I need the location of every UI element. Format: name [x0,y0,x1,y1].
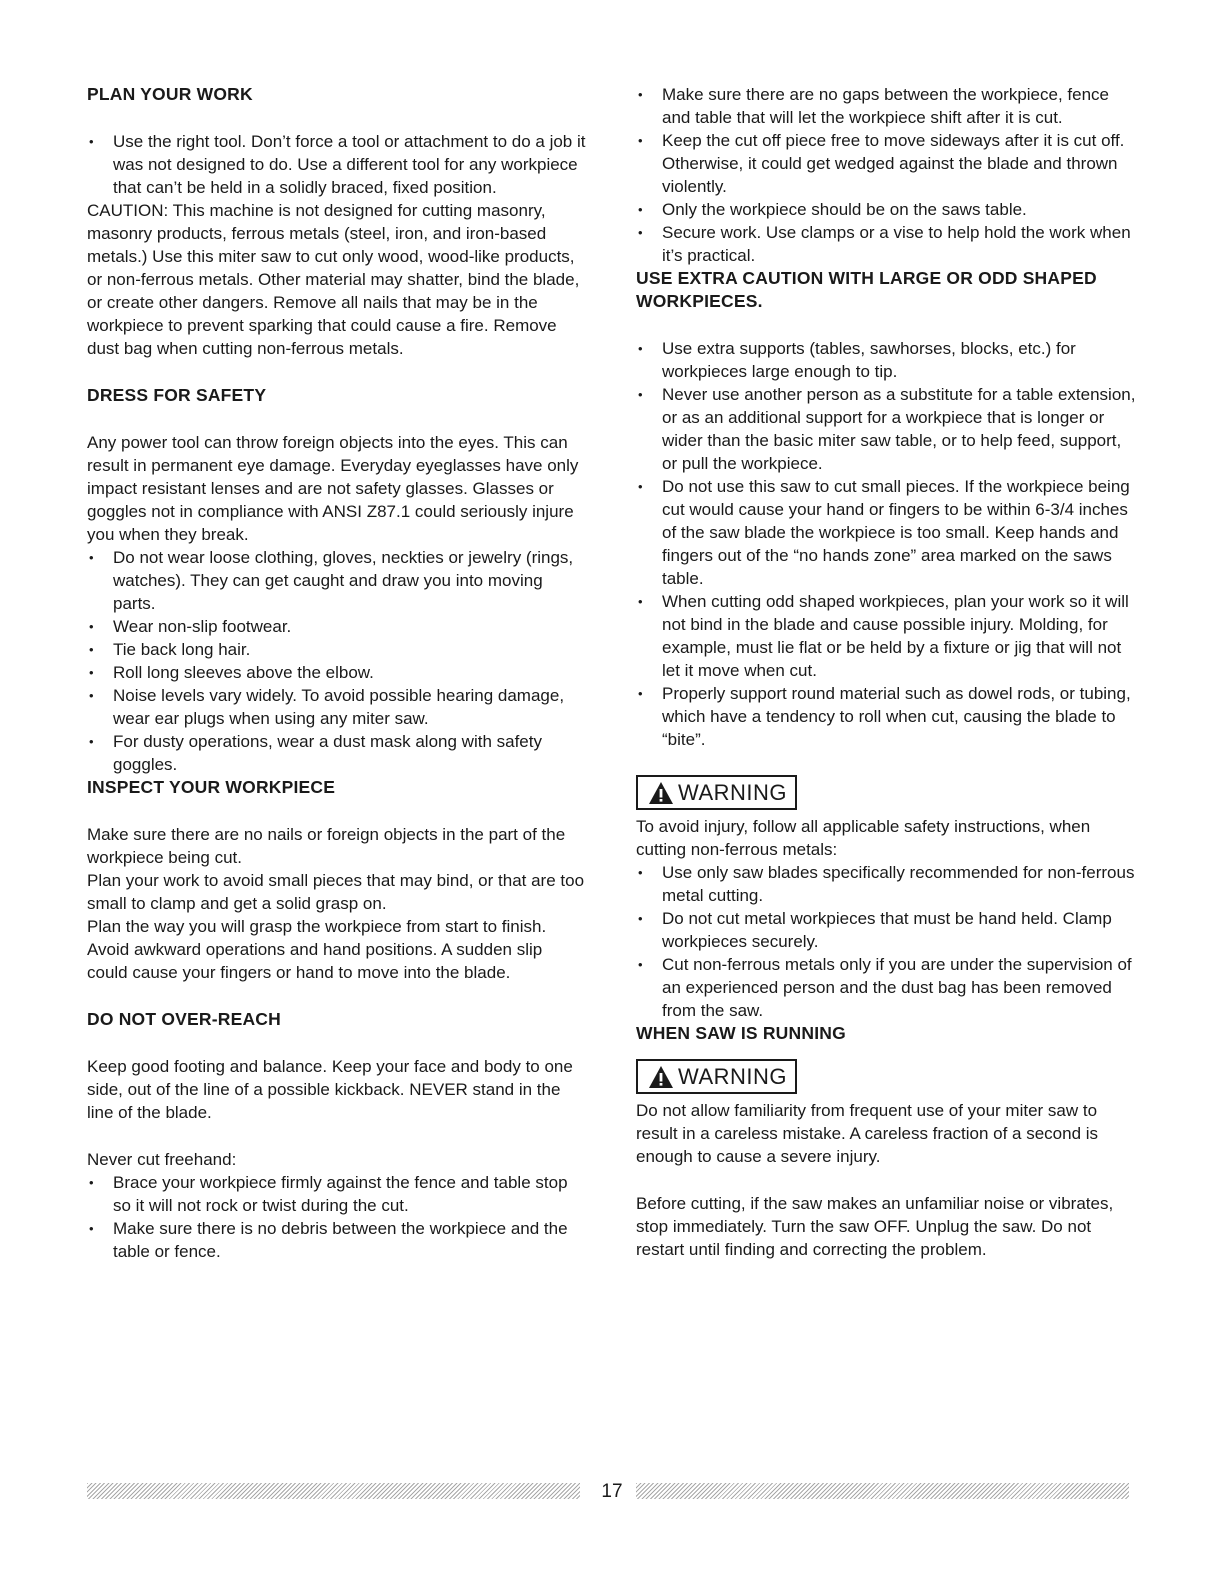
warning-label-1 [636,775,797,810]
list-item: • Do not wear loose clothing, gloves, neckties or jewelry (rings, watches). They can get caught and draw you into moving parts. [87,546,587,615]
list-item: • Do not use this saw to cut small pieces. If the workpiece being cut would cause your hand or fingers to be within 6-3/4 inches of the saw blade the workpiece is too small. Keep hands and fingers out of the “no hands zone” area marked on the saws table. [636,475,1136,590]
warning-label-1-text: WARNING [678,780,788,805]
freehand-intro: Never cut freehand: [87,1150,237,1169]
inspect-paragraph-2: Plan your work to avoid small pieces that may bind, or that are too small to clamp and get a solid grasp on. [87,871,585,913]
warning-1-intro: To avoid injury, follow all applicable safety instructions, when cutting non-ferrous metals: [636,817,1091,859]
list-item: • Wear non-slip footwear. [87,615,587,638]
list-item: • For dusty operations, wear a dust mask along with safety goggles. [87,730,587,776]
list-item: • Noise levels vary widely. To avoid possible hearing damage, wear ear plugs when using any miter saw. [87,684,587,730]
warning-1-bullet-list [636,861,1136,1022]
list-item: • Properly support round material such as dowel rods, or tubing, which have a tendency to roll when cut, causing the blade to “bite”. [636,682,1136,751]
dress-intro-paragraph: Any power tool can throw foreign objects into the eyes. This can result in permanent eye damage. Everyday eyeglasses have only impact resistant lenses and are not safety glasses. Glasses or goggles not in compliance with ANSI Z87.1 could seriously injure you when they break. [87,433,579,544]
when-saw-running-heading: WHEN SAW IS RUNNING [636,1023,846,1043]
list-item: • Use only saw blades specifically recommended for non-ferrous metal cutting. [636,861,1136,907]
warning-triangle-icon [648,781,674,805]
page-number: 17 [601,1481,623,1502]
footer-rule-right [636,1483,1129,1499]
before-cutting-paragraph: Before cutting, if the saw makes an unfamiliar noise or vibrates, stop immediately. Turn the saw OFF. Unplug the saw. Do not restart until finding and correcting the problem. [636,1194,1114,1259]
warning-label-2-row [636,1059,1136,1095]
left-column [87,83,587,1263]
list-item: • Never use another person as a substitute for a table extension, or as an additional support for a workpiece that is longer or wider than the basic miter saw table, or to help feed, support, or pull the workpiece. [636,383,1136,475]
warning-label-2 [636,1059,797,1094]
plan-bullet-list [87,130,587,199]
freehand-bullet-list [87,1171,587,1263]
list-item: • Make sure there is no debris between the workpiece and the table or fence. [87,1217,587,1263]
list-item: • Do not cut metal workpieces that must be hand held. Clamp workpieces securely. [636,907,1136,953]
footer-rule-left [87,1483,580,1499]
inspect-paragraph-3: Plan the way you will grasp the workpiece from start to finish. Avoid awkward operations and hand positions. A sudden slip could cause your fingers or hand to move into the blade. [87,917,547,982]
plan-your-work-heading: PLAN YOUR WORK [87,84,253,104]
right-column [636,83,1136,1261]
list-item: • Keep the cut off piece free to move sideways after it is cut off. Otherwise, it could get wedged against the blade and thrown violently. [636,129,1136,198]
extra-caution-heading: USE EXTRA CAUTION WITH LARGE OR ODD SHAPED WORKPIECES. [636,268,1097,311]
workpiece-bullet-list [636,83,1136,267]
warning-triangle-icon [648,1065,674,1089]
list-item: • Make sure there are no gaps between the workpiece, fence and table that will let the workpiece shift after it is cut. [636,83,1136,129]
inspect-paragraph-1: Make sure there are no nails or foreign objects in the part of the workpiece being cut. [87,825,566,867]
list-item: • Secure work. Use clamps or a vise to help hold the work when it’s practical. [636,221,1136,267]
list-item: • When cutting odd shaped workpieces, plan your work so it will not bind in the blade and cause possible injury. Molding, for example, must lie flat or be held by a fixture or jig that will not let it move when cut. [636,590,1136,682]
list-item: • Brace your workpiece firmly against the fence and table stop so it will not rock or twist during the cut. [87,1171,587,1217]
extra-caution-bullet-list [636,337,1136,751]
over-reach-paragraph: Keep good footing and balance. Keep your face and body to one side, out of the line of a possible kickback. NEVER stand in the line of the blade. [87,1057,573,1122]
warning-2-paragraph: Do not allow familiarity from frequent use of your miter saw to result in a careless mistake. A careless fraction of a second is enough to cause a severe injury. [636,1101,1099,1166]
list-item: • Cut non-ferrous metals only if you are under the supervision of an experienced person and the dust bag has been removed from the saw. [636,953,1136,1022]
list-item: • Use extra supports (tables, sawhorses, blocks, etc.) for workpieces large enough to tip. [636,337,1136,383]
list-item: • Use the right tool. Don’t force a tool or attachment to do a job it was not designed to do. Use a different tool for any workpiece that can’t be held in a solidly braced, fixed position. [87,130,587,199]
caution-paragraph: CAUTION: This machine is not designed for cutting masonry, masonry products, ferrous metals (steel, iron, and iron-based metals.) Use this miter saw to cut only wood, wood-like products, or non-ferrous metals. Other material may shatter, bind the blade, or create other dangers. Remove all nails that may be in the workpiece to prevent sparking that could cause a fire. Remove dust bag when cutting non-ferrous metals. [87,201,580,358]
warning-label-2-text: WARNING [678,1064,788,1089]
warning-label-1-row [636,775,1136,811]
list-item: • Roll long sleeves above the elbow. [87,661,587,684]
inspect-workpiece-heading: INSPECT YOUR WORKPIECE [87,777,336,797]
list-item: • Tie back long hair. [87,638,587,661]
over-reach-heading: DO NOT OVER-REACH [87,1009,281,1029]
dress-bullet-list [87,546,587,776]
dress-for-safety-heading: DRESS FOR SAFETY [87,385,267,405]
list-item: • Only the workpiece should be on the saws table. [636,198,1136,221]
